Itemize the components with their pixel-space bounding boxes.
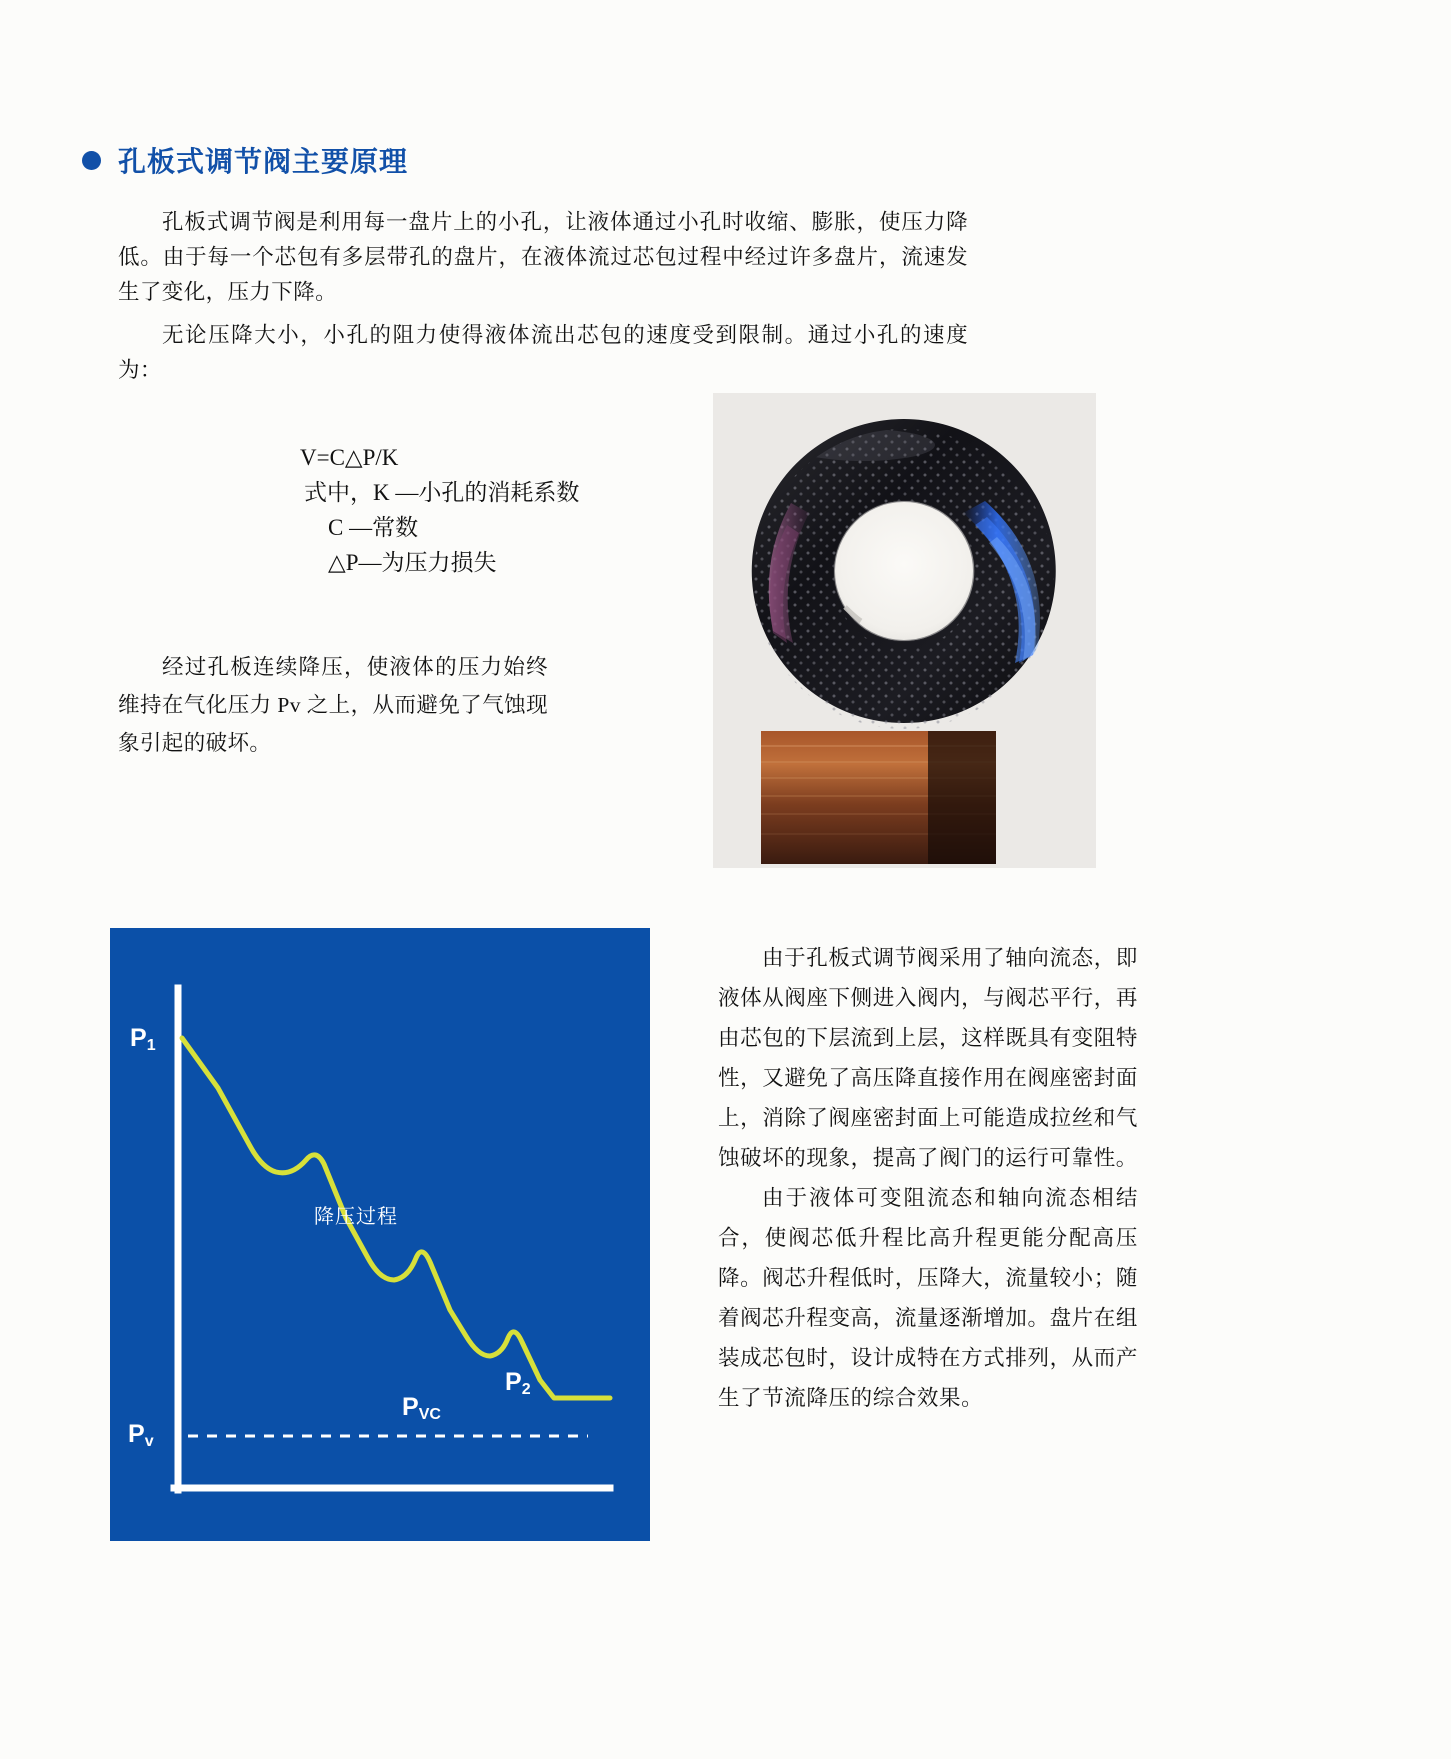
formula-block [300,440,579,580]
chart-label-pv: $P_v$ [128,1420,154,1450]
formula-line-4: △P—为压力损失 [328,550,497,575]
paragraph-1: 孔板式调节阀是利用每一盘片上的小孔，让液体通过小孔时收缩、膨胀，使压力降低。由于每一个芯包有多层带孔的盘片，在液体流过芯包过程中经过许多盘片，流速发生了变化，压力下降。 [118,210,968,304]
page-title: 孔板式调节阀主要原理 [118,146,409,177]
formula-line-2: 式中，K —小孔的消耗系数 [304,480,580,505]
photo-illustration [713,393,1096,868]
right-text-column [718,938,1138,1418]
bullet-dot-icon [82,151,101,170]
section-heading [82,140,408,180]
chart-label-p2: $P_2$ [505,1368,531,1398]
paragraph-3: 经过孔板连续降压，使液体的压力始终维持在气化压力 Pv 之上，从而避免了气蚀现象引起的破坏。 [118,655,548,755]
product-photo [713,393,1096,868]
chart-annotation-process: 降压过程 [314,1206,398,1228]
chart-label-p1: $P_1$ [130,1024,156,1054]
formula-line-3: C —常数 [328,515,419,540]
chart-label-pvc: $P_{VC}$ [402,1393,441,1423]
pressure-drop-chart [110,928,650,1541]
formula-line-1: V=C△P/K [300,445,399,470]
paragraph-2: 无论压降大小，小孔的阻力使得液体流出芯包的速度受到限制。通过小孔的速度为： [118,323,968,382]
right-paragraph-2: 由于液体可变阻流态和轴向流态相结合，使阀芯低升程比高升程更能分配高压降。阀芯升程低时，压降大，流量较小；随着阀芯升程变高，流量逐渐增加。盘片在组装成芯包时，设计成特在方式排列，从而产生了节流降压的综合效果。 [718,1186,1138,1410]
chart-svg [110,928,650,1541]
right-paragraph-1: 由于孔板式调节阀采用了轴向流态，即液体从阀座下侧进入阀内，与阀芯平行，再由芯包的下层流到上层，这样既具有变阻特性，又避免了高压降直接作用在阀座密封面上，消除了阀座密封面上可能造成拉丝和气蚀破坏的现象，提高了阀门的运行可靠性。 [718,946,1138,1170]
